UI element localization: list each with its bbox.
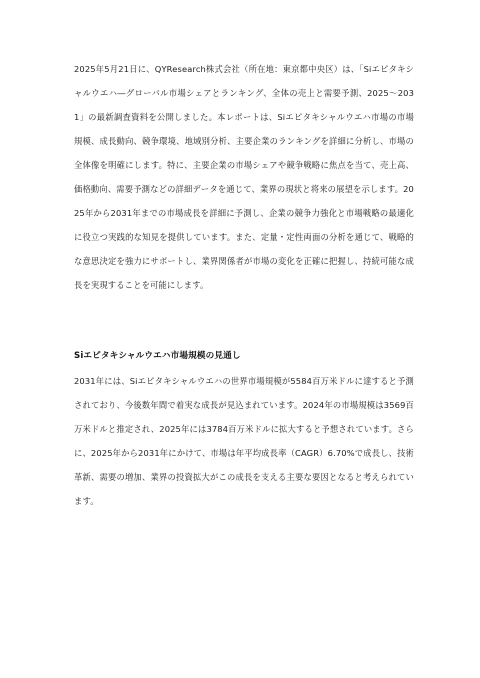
section-heading: Siエピタキシャルウエハ市場規模の見通し xyxy=(74,351,241,361)
intro-paragraph: 2025年5月21日に、QYResearch株式会社（所在地：東京都中央区）は、「Siエピタキシャルウエハ―グローバル市場シェアとランキング、全体の売上と需要予測、2025～2031」の最新調査資料を公開しました。本レポートは、Siエピタキシャルウエハ市場の市場規模、成長動向、競争環境、地域別分析、主要企業のランキングを詳細に分析し、市場の全体像を明確にします。特に、主要企業の市場シェアや競争戦略に焦点を当て、売上高、価格動向、需要予測などの詳細データを通じて、業界の現状と将来の展望を示します。2025年から2031年までの市場成長を詳細に予測し、企業の競争力強化と市場戦略の最適化に役立つ実践的な知見を提供しています。また、定量・定性両面の分析を通じて、戦略的な意思決定を強力にサポートし、業界関係者が市場の変化を正確に把握し、持続可能な成長を実現することを可能にします。 xyxy=(74,64,414,290)
market-outlook-paragraph: 2031年には、Siエピタキシャルウエハの世界市場規模が5584百万米ドルに達すると予測されており、今後数年間で着実な成長が見込まれています。2024年の市場規模は3569百万米ドルと推定され、2025年には3784百万米ドルに拡大すると予想されています。さらに、2025年から2031年にかけて、市場は年平均成長率（CAGR）6.70%で成長し、技術革新、需要の増加、業界の投資拡大がこの成長を支える主要な要因となると考えられています。 xyxy=(74,376,414,506)
